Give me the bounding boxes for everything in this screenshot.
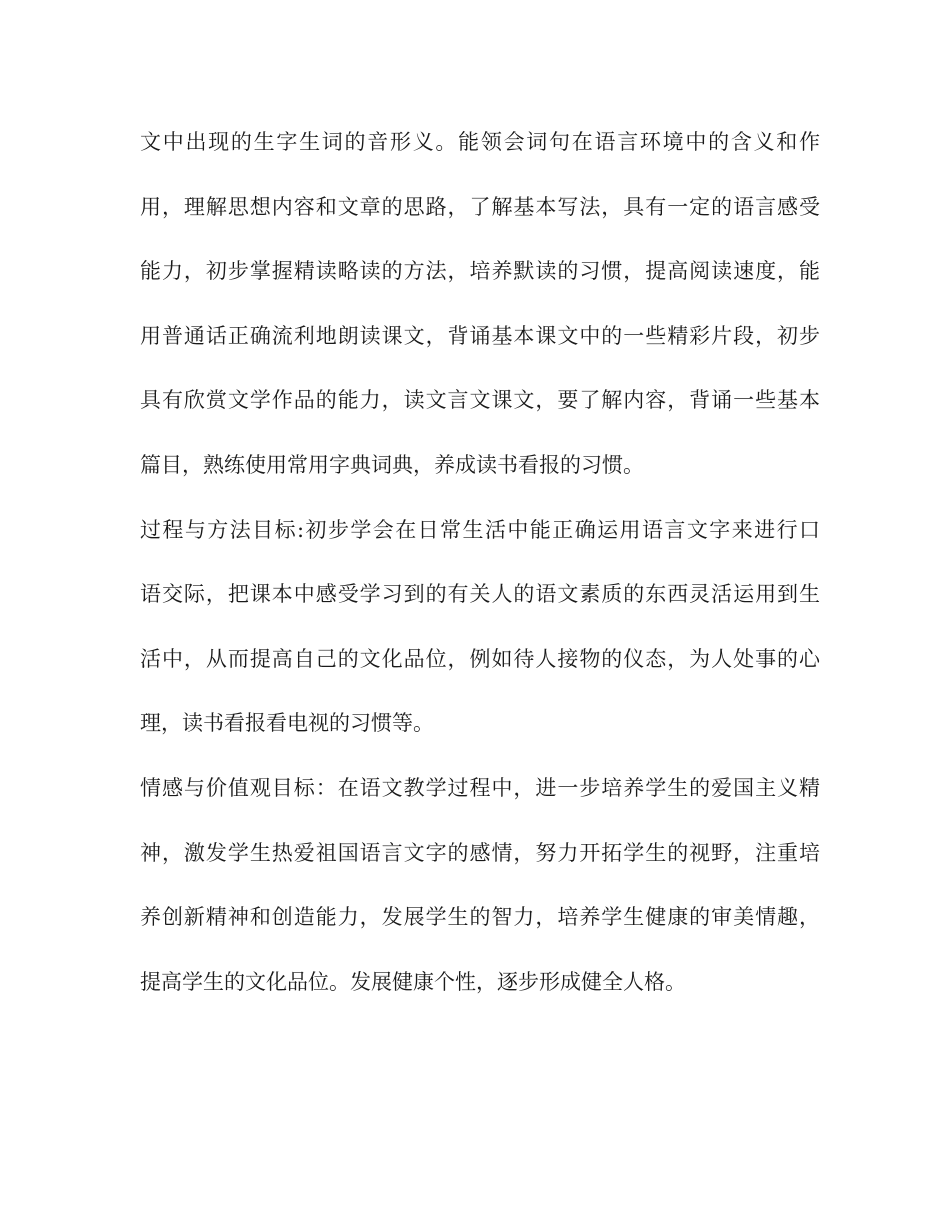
text-line: 具有欣赏文学作品的能力，读文言文课文，要了解内容，背诵一些基本 xyxy=(140,388,820,413)
text-line: 篇目，熟练使用常用字典词典，养成读书看报的习惯。 xyxy=(140,452,644,477)
text-line: 理，读书看报看电视的习惯等。 xyxy=(140,711,434,736)
text-line: 用，理解思想内容和文章的思路，了解基本写法，具有一定的语言感受 xyxy=(140,194,820,219)
text-line: 提高学生的文化品位。发展健康个性，逐步形成健全人格。 xyxy=(140,969,686,994)
text-line: 神，激发学生热爱祖国语言文字的感情，努力开拓学生的视野，注重培 xyxy=(140,840,820,865)
text-line: 过程与方法目标:初步学会在日常生活中能正确运用语言文字来进行口 xyxy=(140,517,820,542)
text-line: 活中，从而提高自己的文化品位，例如待人接物的仪态，为人处事的心 xyxy=(140,646,820,671)
text-line: 能力，初步掌握精读略读的方法，培养默读的习惯，提高阅读速度，能 xyxy=(140,259,820,284)
body-text xyxy=(140,120,820,1024)
text-line: 养创新精神和创造能力，发展学生的智力，培养学生健康的审美情趣， xyxy=(140,905,820,930)
text-line: 用普通话正确流利地朗读课文，背诵基本课文中的一些精彩片段，初步 xyxy=(140,323,820,348)
text-line: 语交际，把课本中感受学习到的有关人的语文素质的东西灵活运用到生 xyxy=(140,582,820,607)
text-line: 文中出现的生字生词的音形义。能领会词句在语言环境中的含义和作 xyxy=(140,130,820,154)
text-line: 情感与价值观目标：在语文教学过程中，进一步培养学生的爱国主义精 xyxy=(140,775,820,800)
